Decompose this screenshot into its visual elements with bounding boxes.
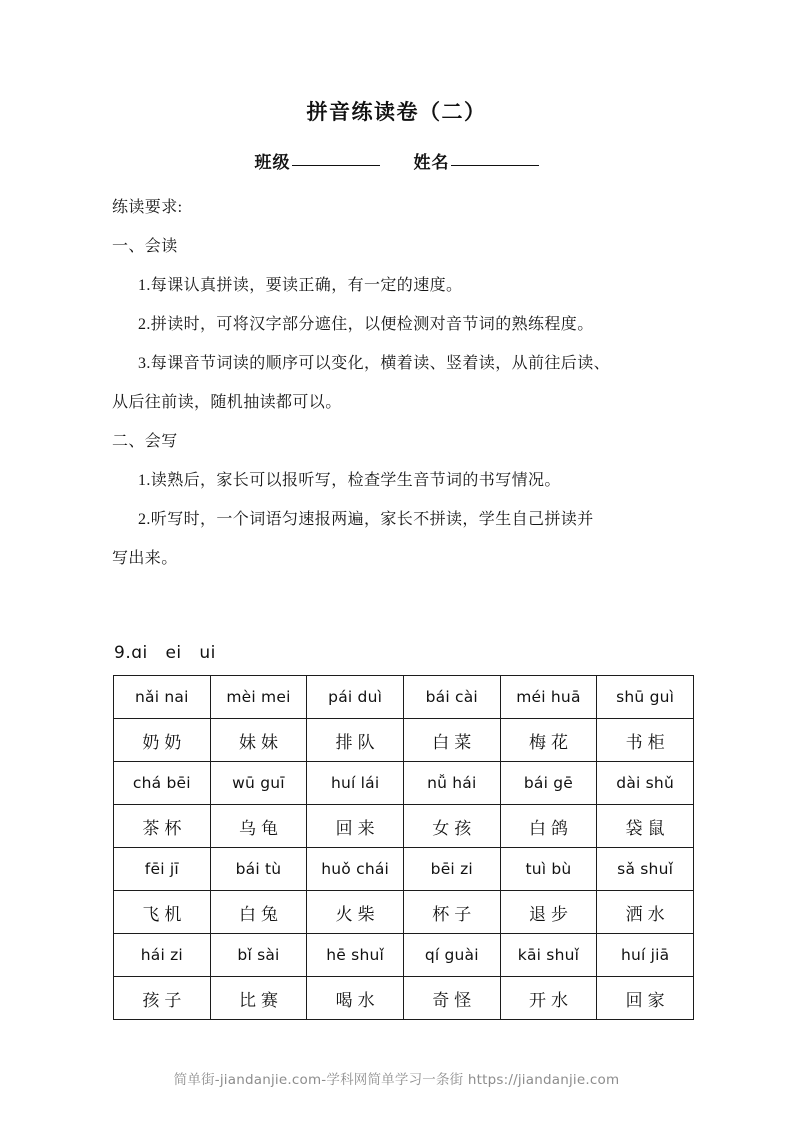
table-cell: méi huā (500, 676, 597, 719)
reading-item-3: 3.每课音节词读的顺序可以变化，横着读、竖着读，从前往后读、 (138, 355, 611, 372)
table-cell: 喝水 (307, 977, 404, 1020)
table-cell: 白鸽 (500, 805, 597, 848)
table-row (114, 719, 694, 762)
table-cell: 白兔 (210, 891, 307, 934)
table-cell: 退步 (500, 891, 597, 934)
table-row (114, 762, 694, 805)
table-cell: 开水 (500, 977, 597, 1020)
footer-watermark: 简单街-jiandanjie.com-学科网简单学习一条街 https://jiandanjie.com (173, 1072, 620, 1088)
page-title: 拼音练读卷（二） (306, 100, 487, 124)
table-cell: 回家 (597, 977, 694, 1020)
table-cell: sǎ shuǐ (597, 848, 694, 891)
student-id-line (0, 148, 793, 173)
table-cell: 排队 (307, 719, 404, 762)
reading-item-1: 1.每课认真拼读，要读正确，有一定的速度。 (138, 277, 463, 294)
table-cell: huí lái (307, 762, 404, 805)
table-cell: shū guì (597, 676, 694, 719)
table-cell: nǚ hái (403, 762, 500, 805)
table-cell: bái tù (210, 848, 307, 891)
reading-item-2: 2.拼读时，可将汉字部分遮住，以便检测对音节词的熟练程度。 (138, 316, 594, 333)
table-cell: dài shǔ (597, 762, 694, 805)
table-cell: 孩子 (114, 977, 211, 1020)
table-cell: kāi shuǐ (500, 934, 597, 977)
instructions-block (112, 188, 712, 578)
reading-item-3-continuation: 从后往前读，随机抽读都可以。 (112, 394, 342, 411)
table-row (114, 977, 694, 1020)
writing-item-1: 1.读熟后，家长可以报听写，检查学生音节词的书写情况。 (138, 472, 561, 489)
word-table (113, 675, 694, 1020)
table-cell: 比赛 (210, 977, 307, 1020)
table-cell: 书柜 (597, 719, 694, 762)
table-cell: 白菜 (403, 719, 500, 762)
table-row (114, 891, 694, 934)
table-cell: nǎi nai (114, 676, 211, 719)
table-cell: huí jiā (597, 934, 694, 977)
table-cell: pái duì (307, 676, 404, 719)
table-cell: fēi jī (114, 848, 211, 891)
class-label: 班级 (254, 153, 291, 172)
table-cell: 茶杯 (114, 805, 211, 848)
table-cell: 飞机 (114, 891, 211, 934)
lesson-heading: 9.ɑi ei ui (114, 643, 216, 663)
table-cell: bái gē (500, 762, 597, 805)
table-cell: chá bēi (114, 762, 211, 805)
table-cell: wū guī (210, 762, 307, 805)
table-cell: mèi mei (210, 676, 307, 719)
table-cell: 袋鼠 (597, 805, 694, 848)
table-cell: tuì bù (500, 848, 597, 891)
table-cell: 奇怪 (403, 977, 500, 1020)
section-heading-writing: 二、会写 (112, 433, 178, 450)
table-cell: bēi zi (403, 848, 500, 891)
class-blank-field[interactable] (292, 165, 380, 166)
table-cell: 火柴 (307, 891, 404, 934)
table-cell: 女孩 (403, 805, 500, 848)
table-row (114, 934, 694, 977)
table-cell: hái zi (114, 934, 211, 977)
table-cell: hē shuǐ (307, 934, 404, 977)
writing-item-2-continuation: 写出来。 (112, 550, 178, 567)
table-cell: bǐ sài (210, 934, 307, 977)
table-cell: 梅花 (500, 719, 597, 762)
table-cell: 杯子 (403, 891, 500, 934)
table-row (114, 676, 694, 719)
table-row (114, 848, 694, 891)
name-label: 姓名 (413, 153, 450, 172)
word-table-body (114, 676, 694, 1020)
table-row (114, 805, 694, 848)
table-cell: 妹妹 (210, 719, 307, 762)
writing-item-2: 2.听写时，一个词语匀速报两遍，家长不拼读，学生自己拼读并 (138, 511, 594, 528)
table-cell: 回来 (307, 805, 404, 848)
table-cell: huǒ chái (307, 848, 404, 891)
table-cell: qí guài (403, 934, 500, 977)
table-cell: bái cài (403, 676, 500, 719)
instructions-lead: 练读要求: (112, 199, 183, 216)
table-cell: 奶奶 (114, 719, 211, 762)
table-cell: 乌龟 (210, 805, 307, 848)
table-cell: 洒水 (597, 891, 694, 934)
section-heading-reading: 一、会读 (112, 238, 178, 255)
name-blank-field[interactable] (451, 165, 539, 166)
